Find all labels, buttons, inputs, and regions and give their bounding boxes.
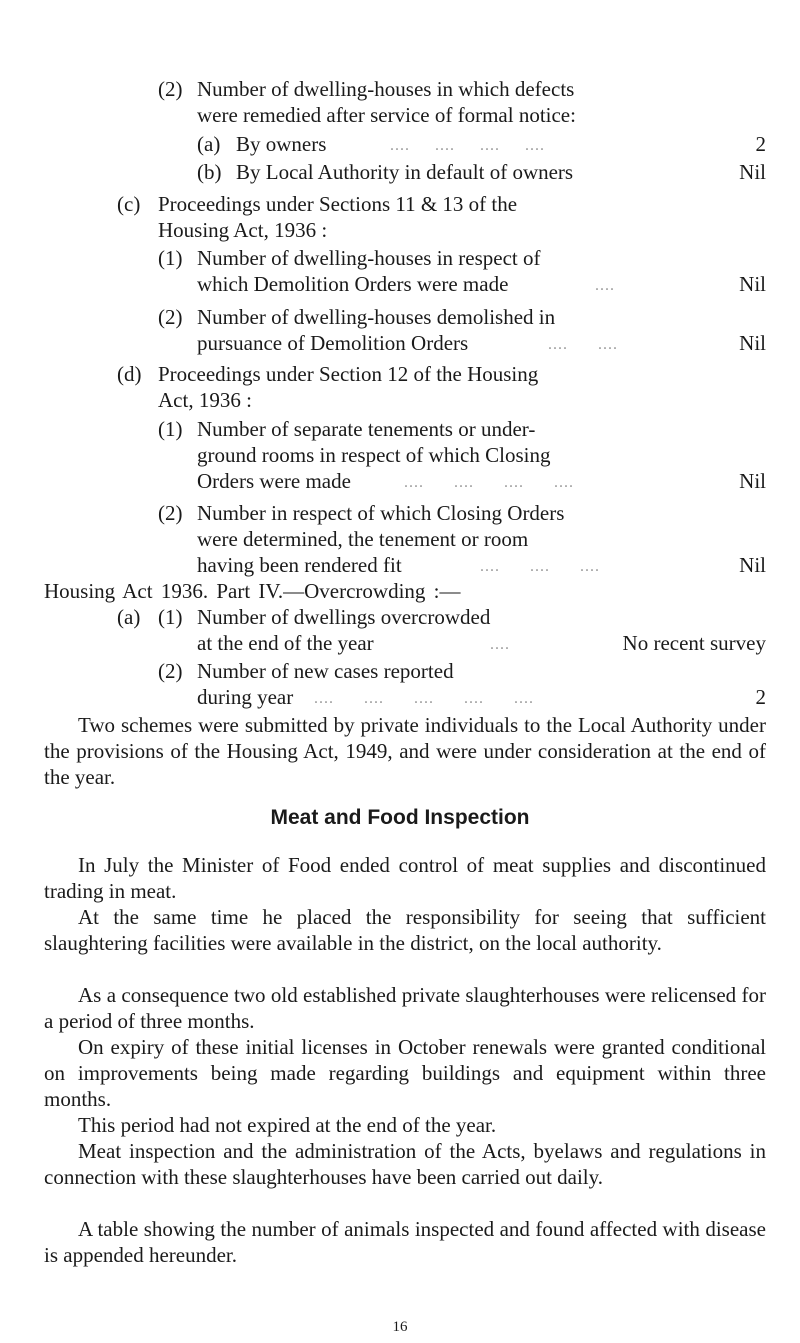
paragraph: In July the Minister of Food ended control of meat supplies and discontinued trading in meat.	[44, 853, 766, 903]
value: Nil	[739, 272, 766, 296]
paragraph: At the same time he placed the responsibility for seeing that sufficient slaughtering facilities were available in the district, on the local authority.	[44, 905, 766, 955]
leader-dots: .... .... ....	[480, 558, 600, 575]
value: Nil	[739, 469, 766, 493]
value: Nil	[739, 331, 766, 355]
item-number: (1)	[158, 605, 183, 629]
item-text: having been rendered fit	[197, 553, 402, 577]
value: 2	[755, 132, 766, 156]
item-text: Number of dwelling-houses in respect of	[197, 246, 541, 270]
item-text: Number of separate tenements or under-	[197, 417, 536, 441]
paragraph: On expiry of these initial licenses in October renewals were granted conditional on improvements being made regarding buildings and equipment within three months.	[44, 1035, 766, 1111]
section-text: Act, 1936 :	[158, 388, 252, 412]
page-number: 16	[392, 1319, 408, 1335]
item-text: Number in respect of which Closing Orders	[197, 501, 565, 525]
value: 2	[755, 685, 766, 709]
item-text: Number of dwelling-houses in which defects	[197, 77, 575, 101]
leader-dots: .... ....	[548, 336, 618, 353]
value: Nil	[739, 160, 766, 184]
paragraph: Two schemes were submitted by private individuals to the Local Authority under the provisions of the Housing Act, 1949, and were under consideration at the end of the year.	[44, 713, 766, 789]
sub-text: By Local Authority in default of owners	[236, 160, 574, 184]
paragraph: As a consequence two old established private slaughterhouses were relicensed for a period of three months.	[44, 983, 766, 1033]
section-text: Proceedings under Section 12 of the Housing	[158, 362, 539, 386]
leader-dots: .... .... .... ....	[390, 137, 545, 154]
item-text: which Demolition Orders were made	[197, 272, 509, 296]
item-text: Number of dwellings overcrowded	[197, 605, 491, 629]
item-number: (2)	[158, 659, 183, 683]
section-text: Proceedings under Sections 11 & 13 of the	[158, 192, 518, 216]
paragraph: A table showing the number of animals inspected and found affected with disease is appended hereunder.	[44, 1217, 766, 1267]
item-number: (2)	[158, 305, 183, 329]
item-text: Number of new cases reported	[197, 659, 454, 683]
section-label: (d)	[117, 362, 142, 386]
item-text: pursuance of Demolition Orders	[197, 331, 469, 355]
sub-text: By owners	[236, 132, 327, 156]
value: No recent survey	[622, 631, 766, 655]
section-label: (a)	[117, 605, 141, 629]
leader-dots: ....	[595, 277, 615, 294]
sub-label: (a)	[197, 132, 221, 156]
section-text: Housing Act, 1936 :	[158, 218, 328, 242]
item-text: ground rooms in respect of which Closing	[197, 443, 551, 467]
item-number: (2)	[158, 77, 183, 101]
section-heading: Meat and Food Inspection	[270, 806, 530, 829]
item-text: at the end of the year	[197, 631, 374, 655]
leader-dots: ....	[490, 636, 510, 653]
item-text: Number of dwelling-houses demolished in	[197, 305, 556, 329]
item-number: (2)	[158, 501, 183, 525]
sub-label: (b)	[197, 160, 222, 184]
leader-dots: .... .... .... .... ....	[314, 690, 534, 707]
item-text: were determined, the tenement or room	[197, 527, 529, 551]
item-text: during year	[197, 685, 294, 709]
value: Nil	[739, 553, 766, 577]
item-text: were remedied after service of formal notice:	[197, 103, 576, 127]
paragraph: This period had not expired at the end of the year.	[78, 1113, 497, 1137]
paragraph: Meat inspection and the administration of the Acts, byelaws and regulations in connection with these slaughterhouses have been carried out daily.	[44, 1139, 766, 1189]
item-text: Orders were made	[197, 469, 351, 493]
item-number: (1)	[158, 246, 183, 270]
section-title: Housing Act 1936. Part IV.—Overcrowding :—	[44, 579, 461, 603]
item-number: (1)	[158, 417, 183, 441]
section-label: (c)	[117, 192, 141, 216]
leader-dots: .... .... .... ....	[404, 474, 574, 491]
